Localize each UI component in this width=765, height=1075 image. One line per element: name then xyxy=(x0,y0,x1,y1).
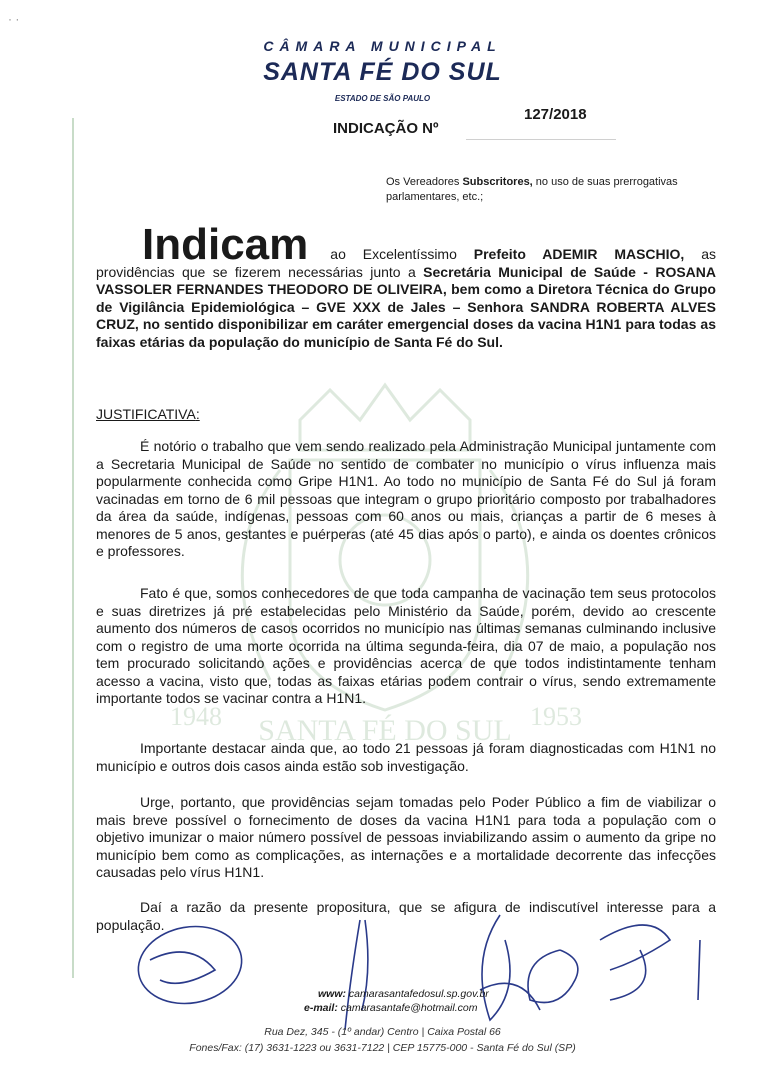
indicacao-number: 127/2018 xyxy=(524,106,587,123)
justificativa-colon: : xyxy=(195,406,200,422)
header-state: ESTADO DE SÃO PAULO xyxy=(334,94,431,103)
signature-1 xyxy=(132,919,248,1012)
watermark-year-right: 1953 xyxy=(530,702,582,731)
intro-text-end: no uso de suas prerrogativas parlamentares, etc.; xyxy=(386,176,678,203)
header-line1: CÂMARA MUNICIPAL xyxy=(263,38,502,54)
justificativa-title xyxy=(96,406,200,422)
footer-www-label: www: xyxy=(318,988,346,1000)
margin-rule xyxy=(72,118,74,978)
main-text-1: ao Excelentíssimo xyxy=(330,246,474,262)
justificativa-title-text: JUSTIFICATIVA xyxy=(96,406,196,422)
footer-email-value: camarasantafe@hotmail.com xyxy=(337,1002,478,1014)
justificativa-paragraph-4: Urge, portanto, que providências sejam tomadas pelo Poder Público a fim de viabilizar o mais breve possível o fornecimento de doses da vacina H1N1 para toda a população com o objetivo imunizar o maior número possível de pessoas inviabilizando assim o aumento da gripe no município bem como as complicações, as internações e a mortalidade decorrente das infecções causadas pelo vírus H1N1. xyxy=(96,794,716,880)
indicacao-underline xyxy=(466,139,616,140)
footer-email xyxy=(304,1002,664,1014)
indicacao-label: INDICAÇÃO Nº xyxy=(333,120,439,137)
header-title: SANTA FÉ DO SUL xyxy=(263,58,502,86)
watermark-year-left: 1948 xyxy=(170,702,222,731)
justificativa-paragraph-3: Importante destacar ainda que, ao todo 21 pessoas já foram diagnosticadas com H1N1 no município e outros dois casos ainda estão sob investigação. xyxy=(96,740,716,774)
justificativa-paragraph-2: Fato é que, somos conhecedores de que toda campanha de vacinação tem seus protocolos e suas diretrizes já pré estabelecidas pelo Ministério da Saúde, porém, devido ao crescente aumento dos números de casos ocorridos no município nas últimas semanas culminando inclusive com o registro de uma morte ocorrida na última segunda-feira, dia 07 de maio, a população nos tem procurado solicitando ações e providências acerca de que todos indistintamente tenham acesso a vacina, visto que, todas as faixas etárias podem contrair o vírus, sendo extremamente importante todos se vacinar contra a H1N1. xyxy=(96,585,716,706)
watermark-banner: SANTA FÉ DO SUL xyxy=(258,714,512,747)
intro-bold: Subscritores, xyxy=(462,176,533,188)
footer-email-label: e-mail: xyxy=(304,1002,338,1014)
signatures xyxy=(0,900,765,1040)
scan-mark: · · xyxy=(8,12,20,26)
main-text-2: as providências que se fizerem necessárias junto a xyxy=(96,246,716,280)
footer-www-value: camarasantafedosul.sp.gov.br xyxy=(346,988,489,1000)
main-paragraph xyxy=(96,220,717,351)
main-bold-2: Secretária Municipal de Saúde - ROSANA VASSOLER FERNANDES THEODORO DE OLIVEIRA, bem como a Diretora Técnica do Grupo de Vigilância Epidemiológica – GVE XXX de Jales – Senhora SANDRA ROBERTA ALVES CRUZ, no sentido disponibilizar em caráter emergencial doses da vacina H1N1 para todas as faixas etárias da população do município de Santa Fé do Sul. xyxy=(96,263,717,350)
footer-phones: Fones/Fax: (17) 3631-1223 ou 3631-7122 | CEP 15775-000 - Santa Fé do Sul (SP) xyxy=(189,1042,576,1054)
main-bold-1: Prefeito ADEMIR MASCHIO, xyxy=(473,246,685,262)
justificativa-paragraph-5: Daí a razão da presente propositura, que se afigura de indiscutível interesse para a população. xyxy=(96,899,716,933)
justificativa-paragraph-1: É notório o trabalho que vem sendo realizado pela Administração Municipal juntamente com a Secretaria Municipal de Saúde no sentido de combater no município o vírus influenza mais popularmente conhecida como Gripe H1N1. Ao todo no município de Santa Fé do Sul já foram vacinadas em torno de 6 mil pessoas que integram o grupo prioritário composto por trabalhadores da área da saúde, indígenas, pessoas com 60 anos ou mais, crianças a partir de 6 meses à menores de 5 anos, gestantes e puérperas (até 45 dias após o parto), e ainda os doentes crônicos e professores. xyxy=(96,438,716,559)
footer-www xyxy=(318,988,678,1000)
lead-word: Indicam xyxy=(142,220,309,269)
intro-text xyxy=(386,175,706,205)
footer-address: Rua Dez, 345 - (1º andar) Centro | Caixa Postal 66 xyxy=(264,1026,501,1038)
intro-text-start: Os Vereadores xyxy=(386,176,463,188)
